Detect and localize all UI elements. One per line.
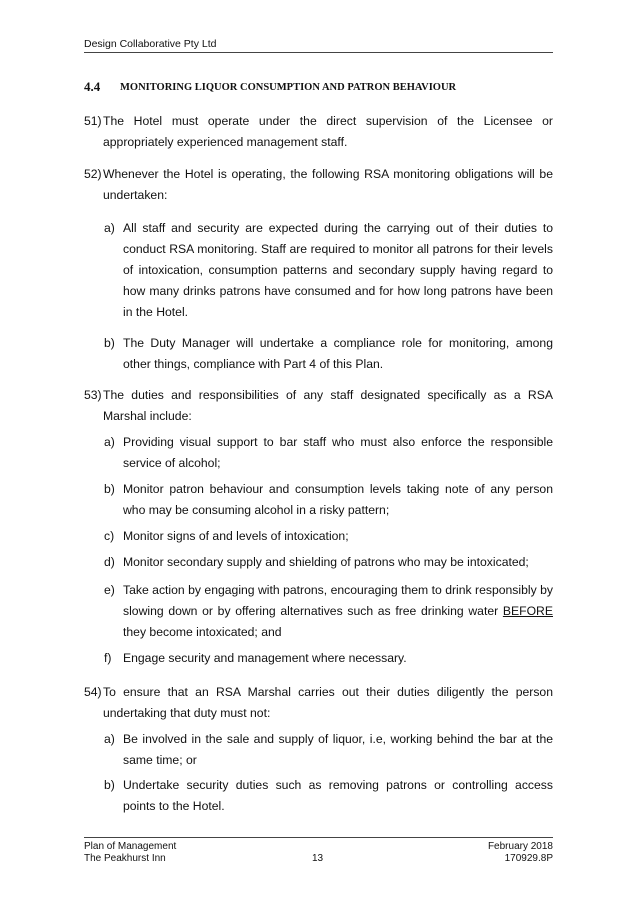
paragraph-text: The duties and responsibilities of any staff designated specifically as a RSA Marshal include: [103, 388, 553, 423]
emphasis-before: BEFORE [502, 604, 553, 618]
list-item-text: Monitor signs of and levels of intoxication; [123, 529, 349, 543]
list-item-label: a) [104, 221, 115, 235]
list-item-text: Undertake security duties such as removing patrons or controlling access points to the Hotel. [123, 778, 553, 813]
footer-doc-title: Plan of Management [84, 841, 177, 852]
list-item-text: All staff and security are expected during the carrying out of their duties to conduct RSA monitoring. Staff are required to monitor all patrons for their levels of intoxication, consumption patterns and secondary supply having regard to how many drinks patrons have consumed and for how long patrons have been in the Hotel. [123, 221, 553, 319]
list-item-text: Engage security and management where necessary. [123, 651, 407, 665]
list-item [104, 333, 553, 375]
footer-ref: 170929.8P [504, 853, 553, 864]
header-rule [84, 52, 553, 53]
footer-page-number: 13 [312, 853, 324, 864]
paragraph-number: 51) [84, 114, 102, 128]
header-company: Design Collaborative Pty Ltd [84, 38, 217, 50]
list-item-label: a) [104, 732, 115, 746]
list-item-label: a) [104, 435, 115, 449]
list-item-text: Monitor patron behaviour and consumption levels taking note of any person who may be consuming alcohol in a risky pattern; [123, 482, 553, 517]
list-item-label: b) [104, 336, 115, 350]
paragraph-53 [84, 385, 553, 427]
footer-rule [84, 837, 553, 838]
paragraph-52 [84, 164, 553, 206]
paragraph-text: The Hotel must operate under the direct supervision of the Licensee or appropriately experienced management staff. [103, 114, 553, 149]
list-item-label: f) [104, 651, 112, 665]
footer-date: February 2018 [487, 841, 553, 852]
paragraph-54 [84, 682, 553, 724]
paragraph-text: To ensure that an RSA Marshal carries out their duties diligently the person undertaking that duty must not: [103, 685, 553, 720]
paragraph-text: Whenever the Hotel is operating, the following RSA monitoring obligations will be undertaken: [103, 167, 553, 202]
list-item-label: c) [104, 529, 115, 543]
paragraph-number: 53) [84, 388, 102, 402]
list-item [104, 648, 553, 669]
list-item [104, 729, 553, 771]
section-number: 4.4 [84, 79, 101, 94]
list-item-label: d) [104, 555, 115, 569]
list-item [104, 775, 553, 817]
list-item [104, 479, 553, 521]
list-item-label: b) [104, 482, 115, 496]
section-heading [84, 80, 456, 95]
footer-venue: The Peakhurst Inn [84, 853, 166, 864]
list-item-label: e) [104, 583, 115, 597]
list-item-text: Providing visual support to bar staff who must also enforce the responsible service of alcohol; [123, 435, 553, 470]
list-item-text: Take action by engaging with patrons, encouraging them to drink responsibly by slowing down or by offering alternatives such as free drinking water BEFORE they become intoxicated; and [123, 583, 553, 639]
list-item [104, 526, 553, 547]
list-item-text: The Duty Manager will undertake a compliance role for monitoring, among other things, compliance with Part 4 of this Plan. [123, 336, 553, 371]
section-title: MONITORING LIQUOR CONSUMPTION AND PATRON BEHAVIOUR [120, 82, 457, 93]
list-item [104, 432, 553, 474]
list-item [104, 218, 553, 323]
paragraph-51 [84, 111, 553, 153]
list-item-label: b) [104, 778, 115, 792]
list-item-text: Be involved in the sale and supply of liquor, i.e, working behind the bar at the same time; or [123, 732, 553, 767]
list-item [104, 580, 553, 643]
list-item [104, 552, 553, 573]
paragraph-number: 54) [84, 685, 102, 699]
list-item-text: Monitor secondary supply and shielding of patrons who may be intoxicated; [123, 555, 529, 569]
paragraph-number: 52) [84, 167, 102, 181]
